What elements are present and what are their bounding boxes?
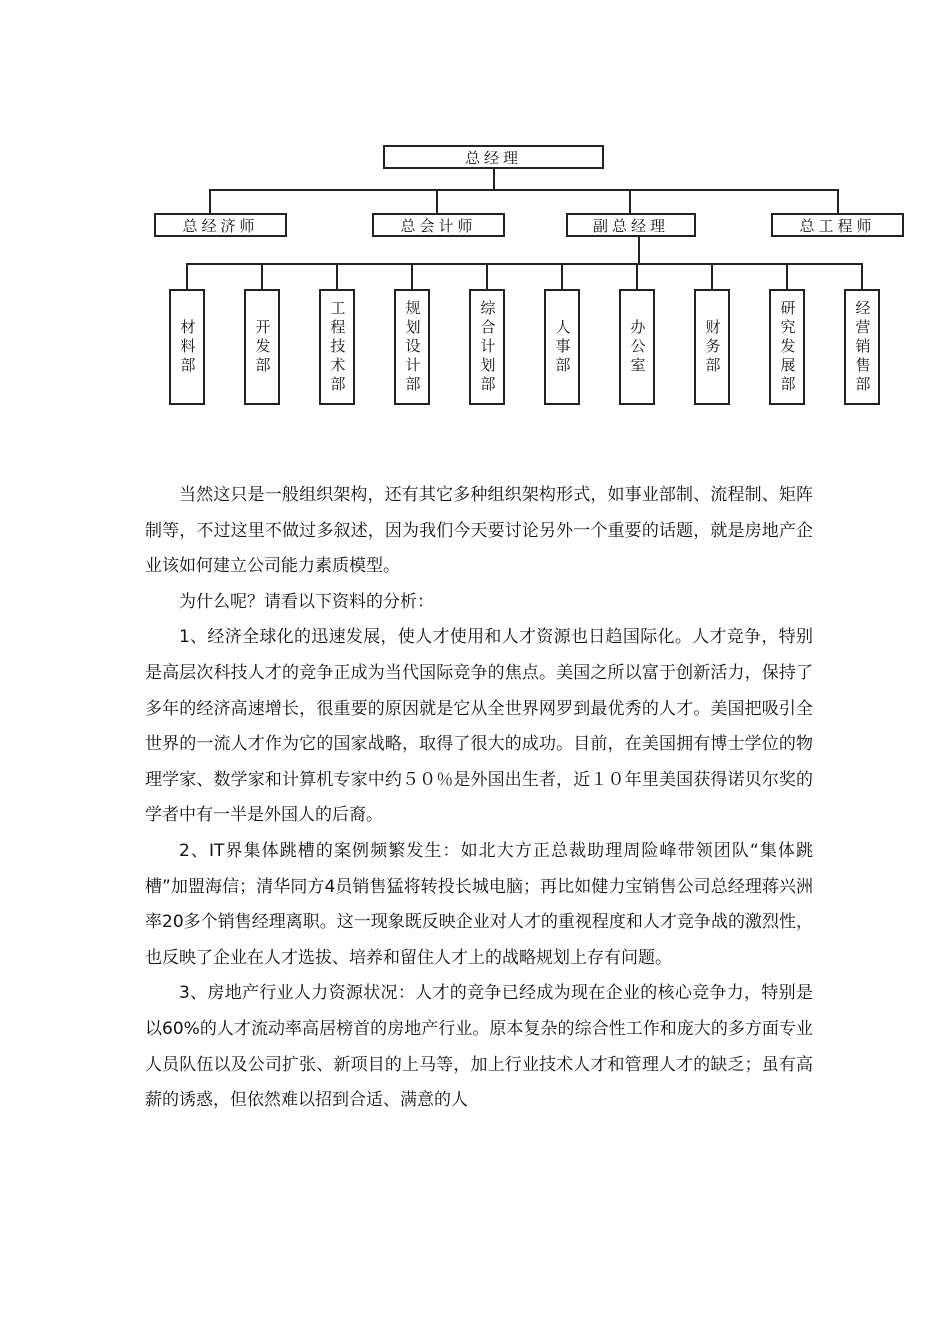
org-dept-general-planning [469, 289, 505, 405]
connector-level2-drop [436, 189, 438, 213]
connector-dept-drop [561, 263, 563, 289]
connector-dept-drop [486, 263, 488, 289]
org-dept-label: 综合计划部 [478, 299, 497, 395]
org-dept-engineering [319, 289, 355, 405]
connector-dept-drop [786, 263, 788, 289]
org-dept-label: 开发部 [253, 318, 272, 376]
connector-dept-drop [861, 263, 863, 289]
document-body [145, 478, 813, 1119]
org-node-general-manager: 总经理 [383, 145, 604, 169]
org-dept-label: 财务部 [703, 318, 722, 376]
org-dept-office [619, 289, 655, 405]
org-chart [0, 0, 950, 420]
paragraph: 3、房地产行业人力资源状况：人才的竞争已经成为现在企业的核心竞争力，特别是以60%的人才流动率高居榜首的房地产行业。原本复杂的综合性工作和庞大的多方面专业人员队伍以及公司扩张、新项目的上马等，加上行业技术人才和管理人才的缺乏；虽有高薪的诱惑，但依然难以招到合适、满意的人 [145, 983, 813, 1111]
org-dept-label: 经营销售部 [853, 299, 872, 395]
connector-top-down [493, 168, 495, 190]
org-dept-development [244, 289, 280, 405]
connector-dept-drop [336, 263, 338, 289]
connector-dept-drop [411, 263, 413, 289]
paragraph: 2、IT界集体跳槽的案例频繁发生：如北大方正总裁助理周险峰带领团队“集体跳槽”加盟海信；清华同方4员销售猛将转投长城电脑；再比如健力宝销售公司总经理蒋兴洲率20多个销售经理离职。这一现象既反映企业对人才的重视程度和人才竞争战的激烈性，也反映了企业在人才选拔、培养和留住人才上的战略规划上存有问题。 [145, 840, 813, 968]
org-dept-finance [694, 289, 730, 405]
org-dept-label: 工程技术部 [328, 299, 347, 395]
connector-dept-drop [186, 263, 188, 289]
connector-level2-drop [837, 189, 839, 213]
connector-dept-drop [636, 263, 638, 289]
connector-level2-drop [629, 189, 631, 213]
connector-dept-drop [711, 263, 713, 289]
org-dept-sales [844, 289, 880, 405]
org-dept-label: 规划设计部 [403, 299, 422, 395]
org-dept-label: 材料部 [178, 318, 197, 376]
connector-dept-drop [261, 263, 263, 289]
org-node-chief-accountant: 总会计师 [372, 213, 505, 237]
org-node-deputy-general-manager: 副总经理 [566, 213, 696, 237]
org-dept-label: 研究发展部 [778, 299, 797, 395]
org-dept-research [769, 289, 805, 405]
connector-level2-drop [209, 189, 211, 213]
connector-dept-bar [186, 263, 862, 265]
org-dept-label: 人事部 [553, 318, 572, 376]
org-node-chief-engineer: 总工程师 [771, 213, 904, 237]
org-dept-materials [169, 289, 205, 405]
connector-vice-down [638, 236, 640, 264]
org-dept-hr [544, 289, 580, 405]
paragraph: 1、经济全球化的迅速发展，使人才使用和人才资源也日趋国际化。人才竞争，特别是高层次科技人才的竞争正成为当代国际竞争的焦点。美国之所以富于创新活力，保持了多年的经济高速增长，很重要的原因就是它从全世界网罗到最优秀的人才。美国把吸引全世界的一流人才作为它的国家战略，取得了很大的成功。目前，在美国拥有博士学位的物理学家、数学家和计算机专家中约５０％是外国出生者，近１０年里美国获得诺贝尔奖的学者中有一半是外国人的后裔。 [145, 627, 813, 826]
connector-level2-bar [209, 189, 839, 191]
org-dept-planning-design [394, 289, 430, 405]
org-dept-label: 办公室 [628, 318, 647, 376]
paragraph: 当然这只是一般组织架构，还有其它多种组织架构形式，如事业部制、流程制、矩阵制等，不过这里不做过多叙述，因为我们今天要讨论另外一个重要的话题，就是房地产企业该如何建立公司能力素质模型。 [145, 485, 813, 577]
org-node-chief-economist: 总经济师 [154, 213, 287, 237]
paragraph: 为什么呢？请看以下资料的分析： [179, 591, 434, 612]
